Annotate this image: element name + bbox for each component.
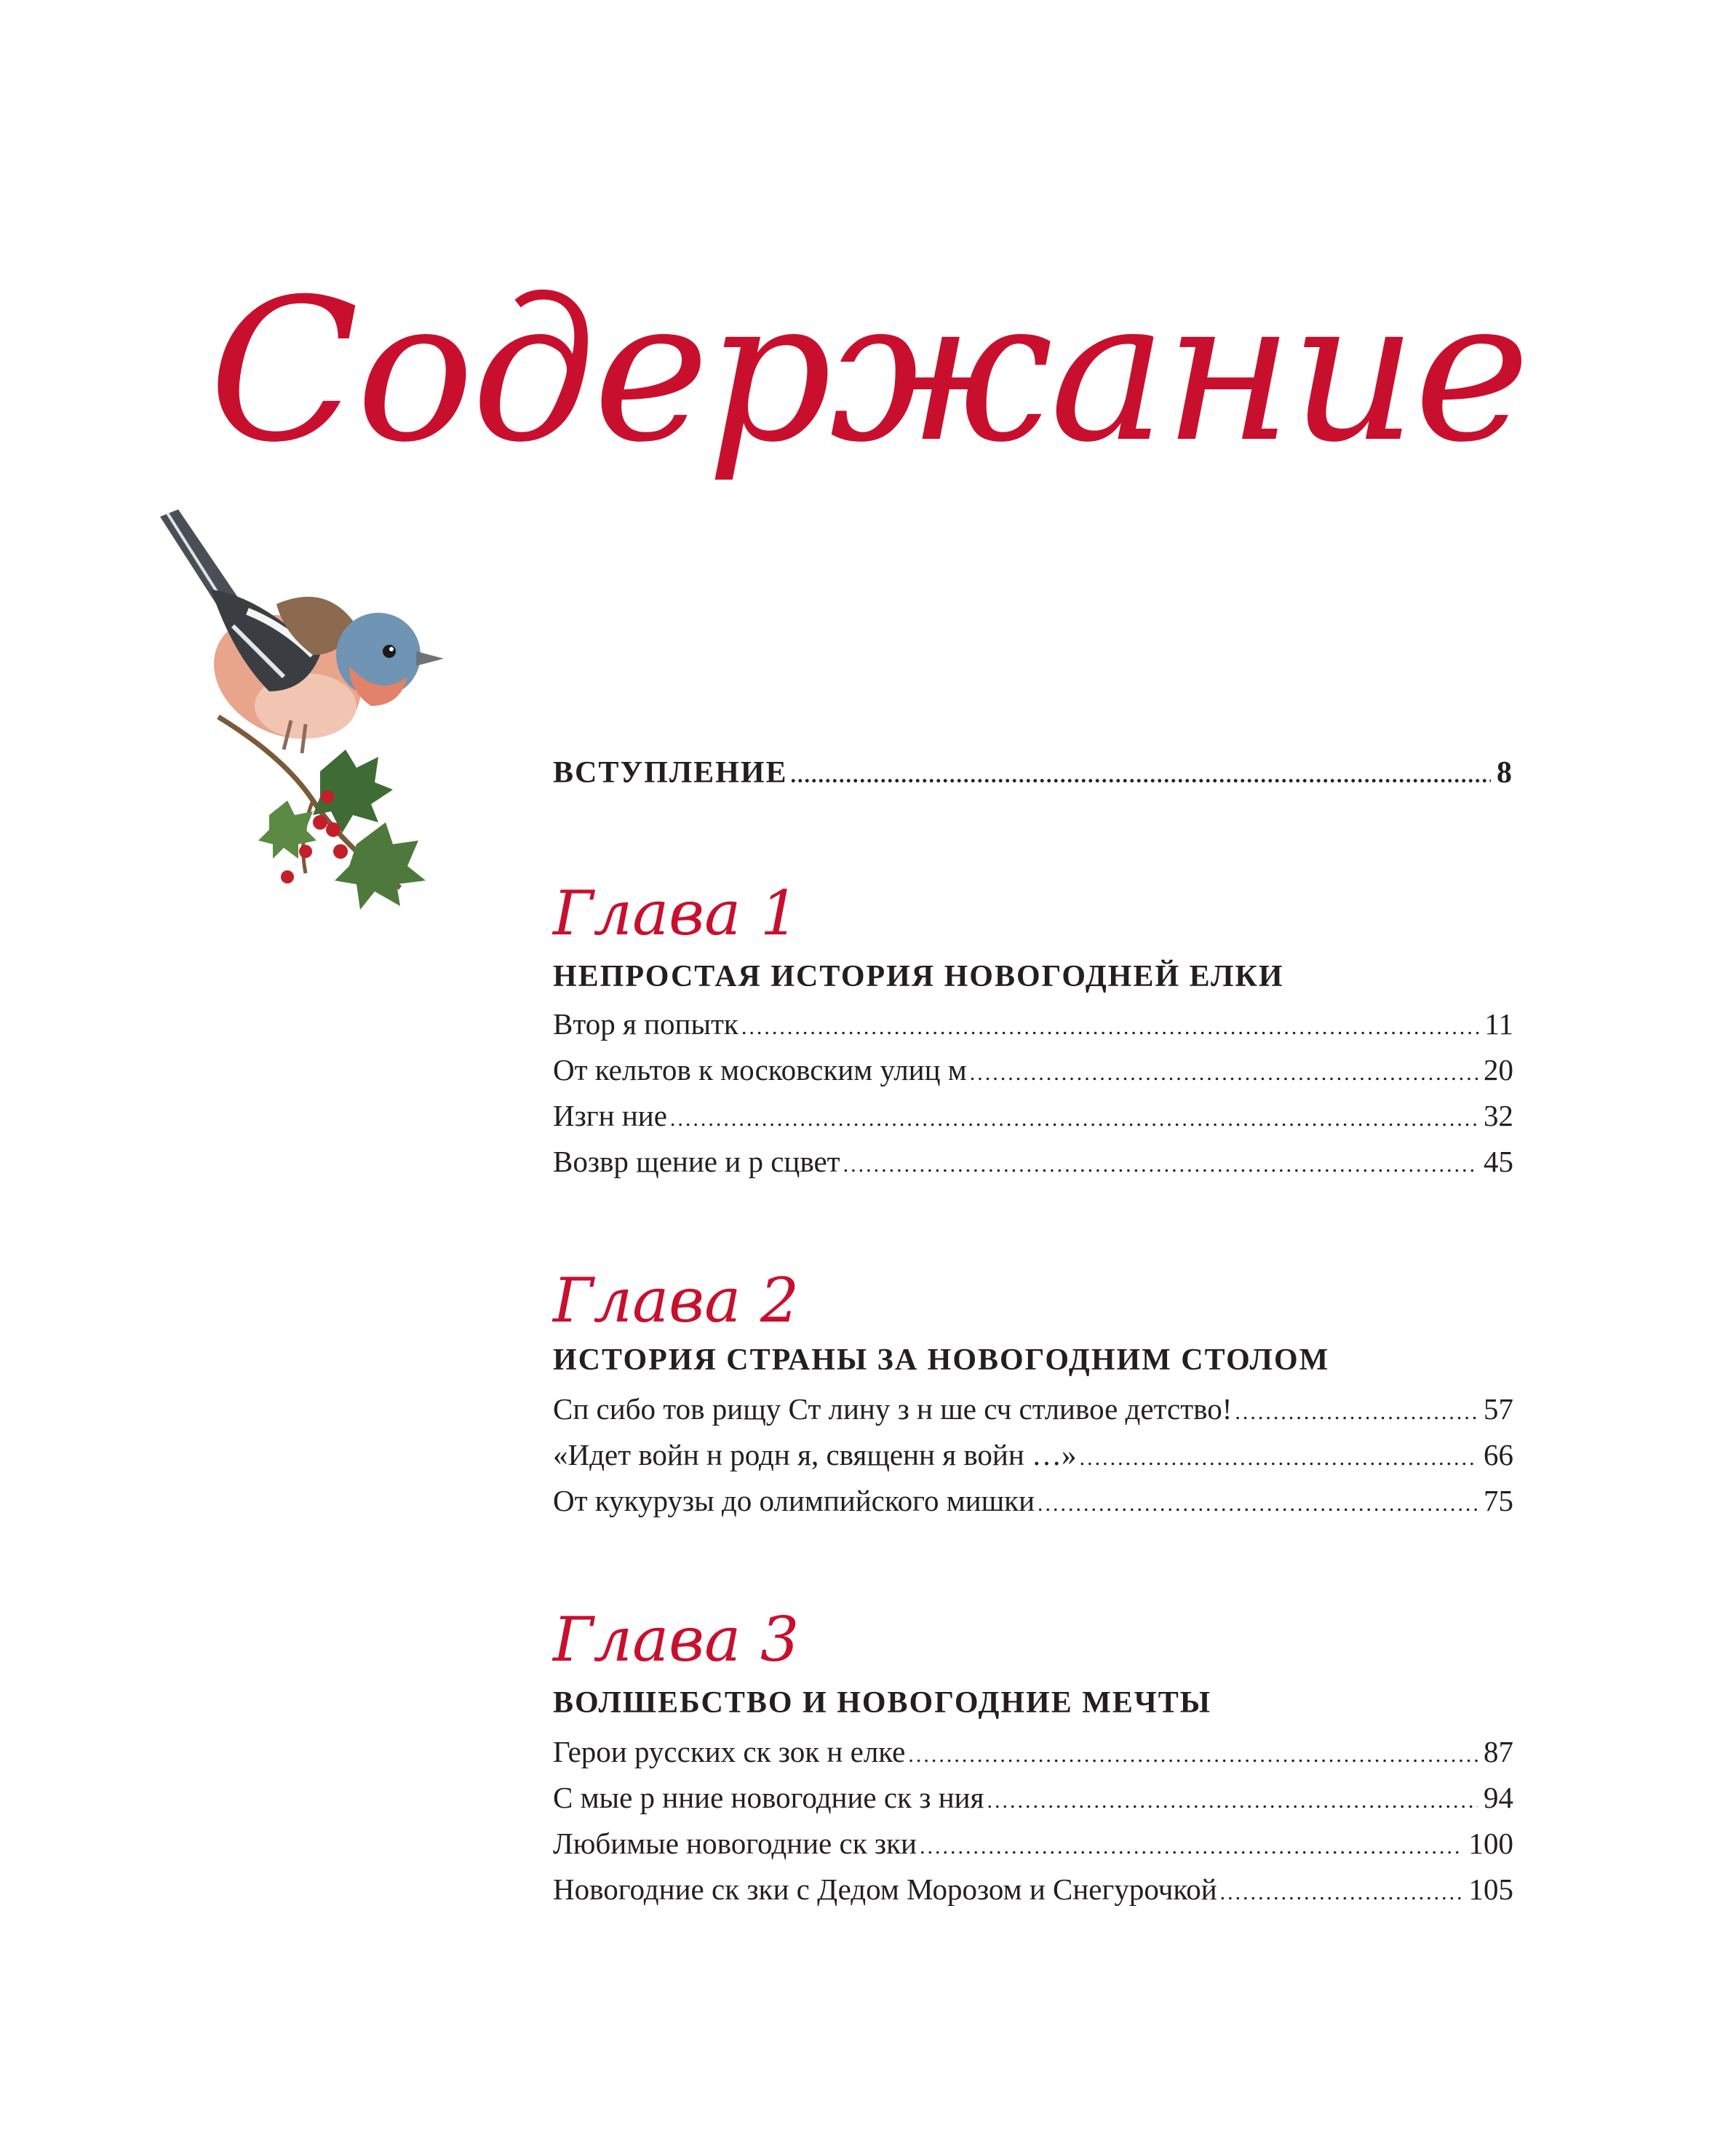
- chapter-label: Глава 2: [553, 1265, 800, 1336]
- dot-leader: [1080, 1446, 1478, 1471]
- toc-entry-page: 100: [1468, 1827, 1513, 1860]
- toc-entry-page: 11: [1484, 1007, 1513, 1041]
- toc-entry-label: Возвр щение и р сцвет: [553, 1145, 840, 1178]
- toc-entry[interactable]: [553, 1098, 1513, 1133]
- toc-entry[interactable]: [553, 1780, 1513, 1815]
- toc-entry-page: 8: [1497, 756, 1513, 790]
- toc-entry[interactable]: [553, 1437, 1513, 1472]
- chapter-heading: НЕПРОСТАЯ ИСТОРИЯ НОВОГОДНЕЙ ЕЛКИ: [553, 960, 1284, 993]
- dot-leader: [791, 763, 1491, 788]
- dot-leader: [920, 1835, 1463, 1859]
- toc-entry[interactable]: [553, 1391, 1513, 1426]
- toc-entry[interactable]: [553, 1144, 1513, 1179]
- toc-entry-intro[interactable]: [553, 755, 1513, 790]
- toc-entry[interactable]: [553, 1483, 1513, 1518]
- dot-leader: [970, 1061, 1478, 1086]
- toc-entry-label: Втор я попытк: [553, 1007, 738, 1041]
- toc-entry-label: Изгн ние: [553, 1099, 667, 1132]
- chapter-heading: ИСТОРИЯ СТРАНЫ ЗА НОВОГОДНИМ СТОЛОМ: [553, 1343, 1330, 1377]
- toc-entry-label: ВСТУПЛЕНИЕ: [553, 756, 788, 790]
- dot-leader: [987, 1789, 1478, 1814]
- dot-leader: [670, 1107, 1478, 1132]
- toc-entry-page: 20: [1484, 1053, 1513, 1087]
- toc-entry-label: Любимые новогодние ск зки: [553, 1827, 917, 1860]
- toc-entry-label: «Идет войн н родн я, священн я войн …»: [553, 1438, 1077, 1471]
- toc-entry[interactable]: [553, 1734, 1513, 1769]
- chaffinch-on-holly-illustration: [138, 509, 495, 917]
- toc-entry-label: С мые р нние новогодние ск з ния: [553, 1781, 984, 1814]
- dot-leader: [843, 1153, 1478, 1177]
- toc-entry-label: От кукурузы до олимпийского мишки: [553, 1484, 1035, 1517]
- chapter-label: Глава 3: [553, 1604, 800, 1675]
- page-title: Содержание: [208, 256, 1528, 485]
- toc-entry-label: Сп сибо тов рищу Ст лину з н ше сч стливое детство!: [553, 1392, 1233, 1426]
- toc-entry[interactable]: [553, 1006, 1513, 1041]
- dot-leader: [1235, 1400, 1478, 1425]
- toc-entry-page: 57: [1484, 1392, 1513, 1426]
- toc-entry-page: 66: [1484, 1438, 1513, 1471]
- chapter-label: Глава 1: [553, 878, 800, 949]
- toc-entry-label: Новогодние ск зки с Дедом Морозом и Снегурочкой: [553, 1872, 1217, 1906]
- toc-entry-label: От кельтов к московским улиц м: [553, 1053, 967, 1087]
- toc-entry-page: 75: [1484, 1484, 1513, 1517]
- toc-entry-page: 87: [1484, 1735, 1513, 1768]
- toc-entry[interactable]: [553, 1826, 1513, 1861]
- toc-entry-page: 94: [1484, 1781, 1513, 1814]
- chapter-heading: ВОЛШЕБСТВО И НОВОГОДНИЕ МЕЧТЫ: [553, 1686, 1211, 1720]
- toc-entry-label: Герои русских ск зок н елке: [553, 1735, 906, 1768]
- toc-entry-page: 45: [1484, 1145, 1513, 1178]
- dot-leader: [741, 1015, 1479, 1040]
- toc-entry[interactable]: [553, 1872, 1513, 1907]
- dot-leader: [908, 1743, 1478, 1768]
- toc-entry[interactable]: [553, 1052, 1513, 1087]
- toc-entry-page: 105: [1468, 1872, 1513, 1906]
- dot-leader: [1038, 1492, 1478, 1517]
- toc-entry-page: 32: [1484, 1099, 1513, 1132]
- dot-leader: [1220, 1880, 1463, 1905]
